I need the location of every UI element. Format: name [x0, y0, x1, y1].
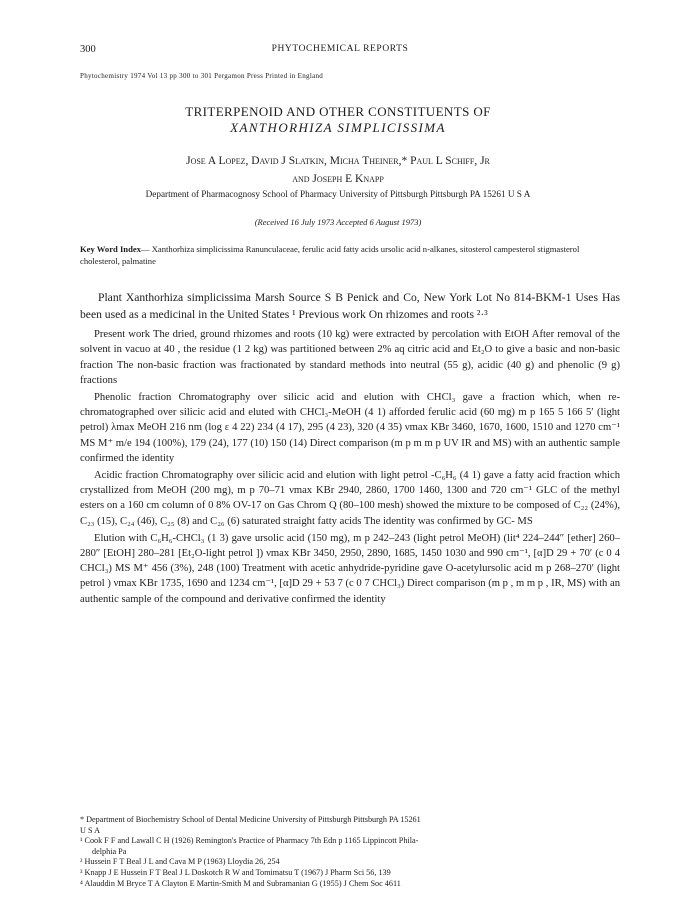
footnote-affiliation: * Department of Biochemistry School of Dental Medicine University of Pittsburgh Pittsburgh PA 15261 [80, 815, 421, 824]
footnotes [80, 815, 620, 889]
footnote-affiliation-cont: U S A [80, 825, 101, 835]
paragraph-ursolic-acid: Elution with C₆H₆-CHCl₃ (1 3) gave ursolic acid (150 mg), m p 242–243 (light petrol MeOH) (lit⁴ 224–244″ [ether] 260–280″ [EtOH] 280–281 [Et₂O-light petrol ]) νmax KBr 3450, 2950, 2890, 1685, 1450 1030 and 990 cm⁻¹, [α]D 29 + 70′ (c 0 4 CHCl₃) MS M⁺ 456 (3%), 248 (100) Treatment with acetic anhydride-pyridine gave O-acetylursolic acid m p 268–270′ (light petrol ) νmax KBr 1735, 1690 and 1234 cm⁻¹, [α]D 29 + 53 7 (c 0 7 CHCl₃) Direct comparison (m p , m m p , IR, MS) with an authentic sample of the compound and derivative confirmed the identity [80, 532, 620, 605]
footnote-1-cont: delphia Pa [92, 846, 127, 856]
authors-line-1: Jose A Lopez, David J Slatkin, Micha Theiner,* Paul L Schiff, Jr [186, 155, 490, 167]
journal-name: PHYTOCHEMICAL REPORTS [271, 44, 409, 54]
keywords-label: Key Word Index [80, 244, 141, 254]
paragraph-phenolic-fraction: Phenolic fraction Chromatography over silicic acid and elution with CHCl₃ gave a fraction which, when re-chromatographed over silicic acid and eluted with CHCl₃-MeOH (4 1) afforded ferulic acid (60 mg) m p 165 5 166 5′ (light petrol) λmax MeOH 216 nm (log ε 4 22) 234 (4 17), 295 (4 23), 320 (4 35) νmax KBr 3460, 1670, 1600, 1510 and 1270 cm⁻¹ MS M⁺ m/e 194 (100%), 179 (24), 177 (10) 150 (14) Direct comparison (m p m m p UV IR and MS) with an authentic sample confirmed the identity [80, 392, 620, 464]
title-line-2: XANTHORHIZA SIMPLICISSIMA [230, 120, 446, 135]
title-line-1: TRITERPENOID AND OTHER CONSTITUENTS OF [185, 104, 491, 119]
running-head [80, 44, 600, 58]
paragraph-present-work: Present work The dried, ground rhizomes and roots (10 kg) were extracted by percolation with EtOH After removal of the solvent in vacuo at 40 , the residue (1 2 kg) was partitioned between 2% aq citric acid and Et₂O to give a basic and non-basic fraction The non-basic fraction was fractionated by standard methods into neutral (55 g), acidic (40 g) and phenolic (9 g) fractions [80, 329, 620, 386]
keywords-text: — Xanthorhiza simplicissima Ranunculaceae, ferulic acid fatty acids ursolic acid n-alkanes, sitosterol campesterol stigmasterol cholesterol, palmatine [80, 244, 580, 266]
authors [60, 152, 616, 188]
footnote-4: ⁴ Alauddin M Bryce T A Clayton E Martin-Smith M and Subramanian G (1955) J Chem Soc 4611 [80, 878, 401, 888]
affiliation: Department of Pharmacognosy School of Pharmacy University of Pittsburgh Pittsburgh PA 15261 U S A [145, 189, 531, 199]
page-number: 300 [80, 44, 96, 55]
footnote-1: ¹ Cook F F and Lawall C H (1926) Remington's Practice of Pharmacy 7th Edn p 1165 Lippincott Phila- [80, 836, 419, 846]
received-dates: (Received 16 July 1973 Accepted 6 August 1973) [254, 217, 422, 227]
journal-citation: Phytochemistry 1974 Vol 13 pp 300 to 301 Pergamon Press Printed in England [80, 72, 324, 80]
paragraph-plant: Plant Xanthorhiza simplicissima Marsh Source S B Penick and Co, New York Lot No 814-BKM-1 Uses Has been used as a medicinal in the United States ¹ Previous work On rhizomes and roots ²·³ [80, 291, 620, 321]
article-title [60, 104, 616, 136]
keywords [80, 243, 620, 267]
footnote-3: ³ Knapp J E Hussein F T Beal J L Doskotch R W and Tomimatsu T (1967) J Pharm Sci 56, 139 [80, 867, 391, 877]
authors-line-2: and Joseph E Knapp [292, 173, 384, 185]
paragraph-acidic-fraction: Acidic fraction Chromatography over silicic acid and elution with light petrol -C₆H₆ (4 1) gave a fatty acid fraction which crystallized from MeOH (200 mg), m p 70–71 νmax KBr 2940, 2860, 1700 1460, 1300 and 720 cm⁻¹ GLC of the methyl esters on a 160 cm column of 0 8% OV-17 on Gas Chrom Q (80–100 mesh) showed the mixture to be composed of C₂₂ (24%), C₂₃ (15), C₂₄ (46), C₂₅ (8) and C₂₆ (6) saturated straight fatty acids The identity was confirmed by GC- MS [80, 470, 620, 527]
article-body [80, 290, 620, 609]
footnote-2: ² Hussein F T Beal J L and Cava M P (1963) Lloydia 26, 254 [80, 857, 280, 867]
